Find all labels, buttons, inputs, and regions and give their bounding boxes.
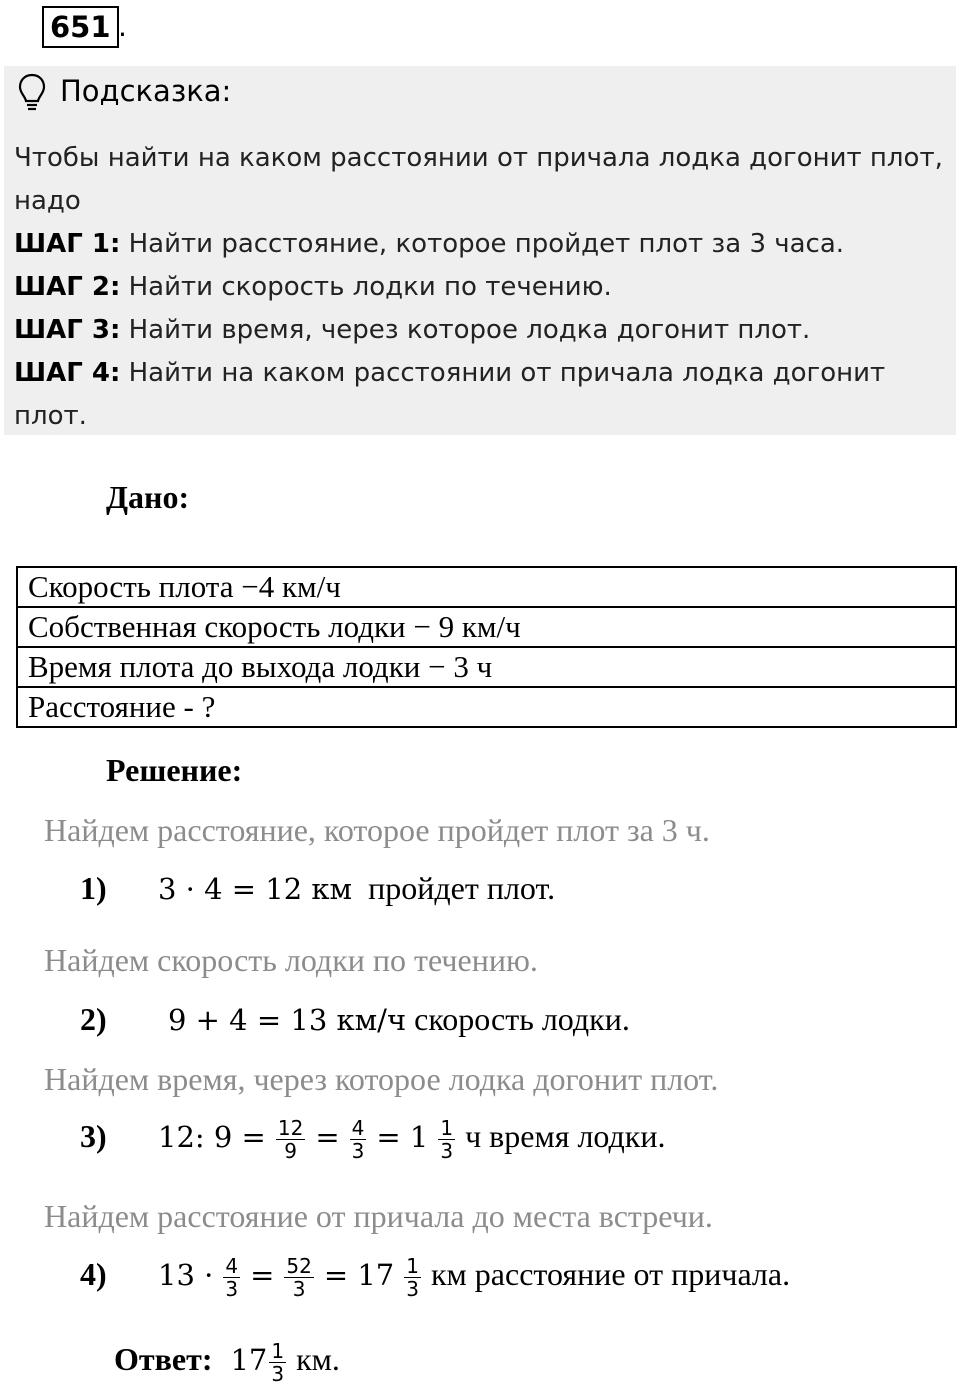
- given-speed-raft: Скорость плота −4 км/ч: [17, 567, 956, 607]
- step4-expr-a: 13 ·: [158, 1257, 214, 1292]
- step-text: Найти на каком расстоянии от причала лодка догонит плот.: [14, 358, 886, 431]
- denominator: 3: [292, 1277, 306, 1301]
- answer-whole: 17: [230, 1342, 268, 1377]
- given-speed-boat: Собственная скорость лодки − 9 км/ч: [17, 607, 956, 647]
- step3-label: 3): [80, 1117, 107, 1154]
- denominator: 3: [271, 1362, 285, 1386]
- step2-text: скорость лодки.: [414, 1001, 630, 1037]
- step4-text: км расстояние от причала.: [431, 1255, 791, 1292]
- answer-fraction: [269, 1340, 286, 1385]
- numerator: 1: [271, 1339, 285, 1363]
- given-table: [16, 566, 957, 728]
- denominator: 3: [440, 1139, 454, 1163]
- hint-title: Подсказка:: [60, 74, 232, 108]
- step-label: ШАГ 4:: [14, 358, 121, 388]
- table-row: [17, 607, 956, 647]
- step-text: Найти время, через которое лодка догонит плот.: [120, 315, 811, 345]
- lightbulb-icon: [16, 72, 48, 112]
- step3-fraction-2: [350, 1117, 367, 1162]
- step3-line: [80, 1117, 665, 1162]
- step1-text: пройдет плот.: [368, 870, 556, 906]
- step1-note: Найдем расстояние, которое пройдет плот за 3 ч.: [44, 812, 710, 848]
- numerator: 4: [351, 1116, 365, 1140]
- given-distance: Расстояние - ?: [17, 687, 956, 727]
- step-text: Найти скорость лодки по течению.: [120, 272, 612, 302]
- denominator: 3: [406, 1277, 419, 1301]
- answer-line: [114, 1340, 340, 1385]
- step1-label: 1): [80, 870, 107, 906]
- solution-title: Решение:: [106, 752, 243, 788]
- problem-number-dot: .: [118, 10, 127, 43]
- given-title: Дано:: [106, 479, 190, 515]
- step4-label: 4): [80, 1255, 107, 1292]
- step3-eq-2: = 1: [376, 1119, 429, 1154]
- step2-expr: 9 + 4 = 13 км/ч: [168, 1003, 407, 1037]
- hint-step-1: [14, 223, 944, 266]
- numerator: 52: [286, 1254, 312, 1278]
- table-row: [17, 687, 956, 727]
- step4-eq-1: =: [250, 1257, 275, 1292]
- step-label: ШАГ 2:: [14, 272, 121, 302]
- hint-step-2: [14, 266, 944, 309]
- denominator: 9: [284, 1139, 297, 1163]
- step3-text: ч время лодки.: [465, 1117, 666, 1154]
- step4-note: Найдем расстояние от причала до места встречи.: [44, 1198, 713, 1234]
- numerator: 4: [225, 1254, 239, 1278]
- step3-eq-1: =: [315, 1119, 340, 1154]
- step4-fraction-3: [404, 1255, 421, 1300]
- step1-line: [80, 870, 555, 907]
- denominator: 3: [225, 1277, 239, 1301]
- answer-unit: км.: [296, 1340, 340, 1377]
- step3-expr-a: 12: 9 =: [158, 1119, 266, 1154]
- step4-line: [80, 1255, 790, 1300]
- step4-fraction-1: [223, 1255, 240, 1300]
- numerator: 1: [406, 1254, 419, 1278]
- problem-number: 651: [42, 6, 119, 48]
- step-text: Найти расстояние, которое пройдет плот за 3 часа.: [120, 229, 845, 259]
- numerator: 1: [440, 1116, 454, 1140]
- table-row: [17, 647, 956, 687]
- denominator: 3: [351, 1139, 365, 1163]
- hint-intro: Чтобы найти на каком расстоянии от причала лодка догонит плот, надо: [14, 143, 943, 216]
- answer-label: Ответ:: [114, 1340, 213, 1377]
- step-label: ШАГ 1:: [14, 229, 121, 259]
- step-label: ШАГ 3:: [14, 315, 121, 345]
- hint-step-3: [14, 309, 944, 352]
- given-time: Время плота до выхода лодки − 3 ч: [17, 647, 956, 687]
- hint-text: [14, 137, 944, 438]
- step4-eq-2: = 17: [323, 1257, 395, 1292]
- step3-fraction-3: [438, 1117, 455, 1162]
- step2-label: 2): [80, 1001, 107, 1037]
- step2-note: Найдем скорость лодки по течению.: [44, 942, 538, 978]
- table-row: [17, 567, 956, 607]
- numerator: 12: [277, 1116, 304, 1140]
- step3-note: Найдем время, через которое лодка догонит плот.: [44, 1061, 719, 1097]
- step2-line: [80, 1001, 630, 1038]
- step3-fraction-1: [276, 1117, 305, 1162]
- step1-expr: 3 · 4 = 12 км: [158, 872, 353, 906]
- step4-fraction-2: [284, 1255, 313, 1300]
- hint-step-4: [14, 352, 944, 438]
